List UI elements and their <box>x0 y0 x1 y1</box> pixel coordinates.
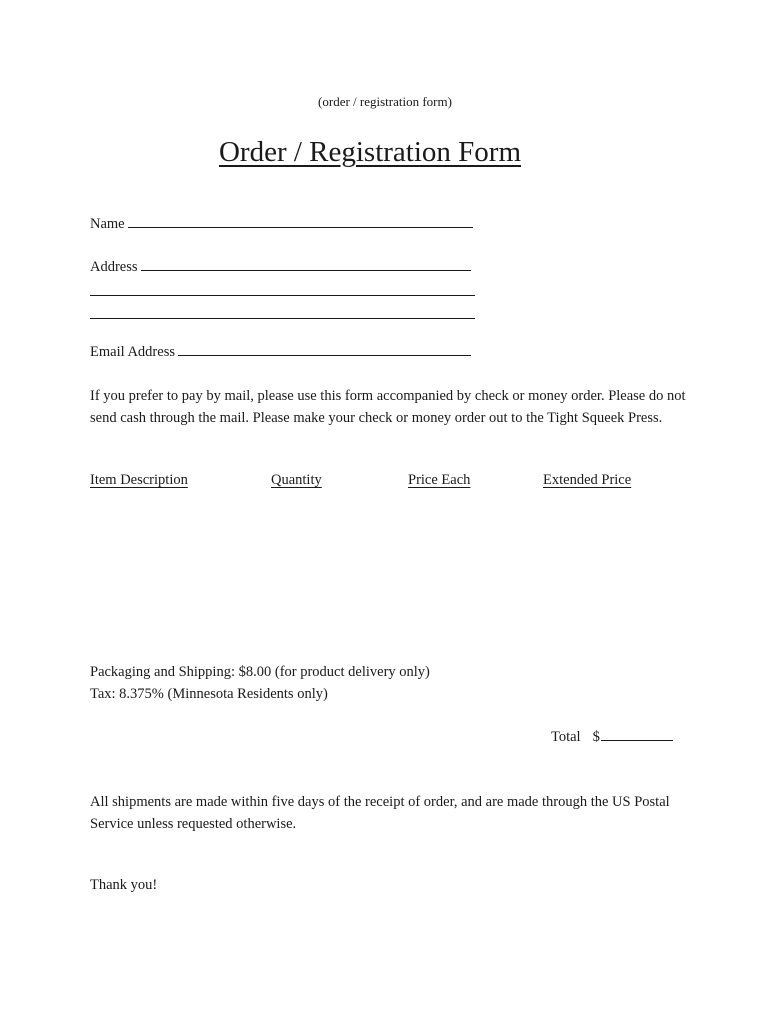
total-currency: $ <box>592 729 600 745</box>
column-quantity: Quantity <box>271 472 322 488</box>
name-blank-line[interactable] <box>128 215 473 228</box>
address-blank-line-3[interactable] <box>90 318 475 319</box>
page-title: Order / Registration Form <box>218 136 522 168</box>
thank-you: Thank you! <box>90 877 158 893</box>
total-field[interactable] <box>551 728 673 746</box>
name-label: Name <box>90 216 125 232</box>
email-field[interactable] <box>90 343 471 361</box>
total-blank-line[interactable] <box>601 728 673 741</box>
shipping-charge: Packaging and Shipping: $8.00 (for product delivery only) <box>90 664 430 680</box>
column-price-each: Price Each <box>408 472 471 488</box>
total-label: Total <box>551 729 581 745</box>
address-blank-line-1[interactable] <box>141 258 471 271</box>
column-item-description: Item Description <box>90 472 188 488</box>
name-field[interactable] <box>90 215 473 233</box>
address-blank-line-2[interactable] <box>90 295 475 296</box>
shipping-policy: All shipments are made within five days of the receipt of order, and are made through the US Postal Service unless requested otherwise. <box>90 794 670 832</box>
column-extended-price: Extended Price <box>543 472 632 488</box>
page-subtitle: (order / registration form) <box>318 94 452 109</box>
address-field[interactable] <box>90 258 471 276</box>
payment-instructions: If you prefer to pay by mail, please use this form accompanied by check or money order. Please do not send cash through the mail. Please make your check or money order out to the Tight Squeek Press. <box>90 388 686 426</box>
email-label: Email Address <box>90 344 175 360</box>
tax-note: Tax: 8.375% (Minnesota Residents only) <box>90 686 328 702</box>
email-blank-line[interactable] <box>178 343 471 356</box>
address-label: Address <box>90 259 138 275</box>
